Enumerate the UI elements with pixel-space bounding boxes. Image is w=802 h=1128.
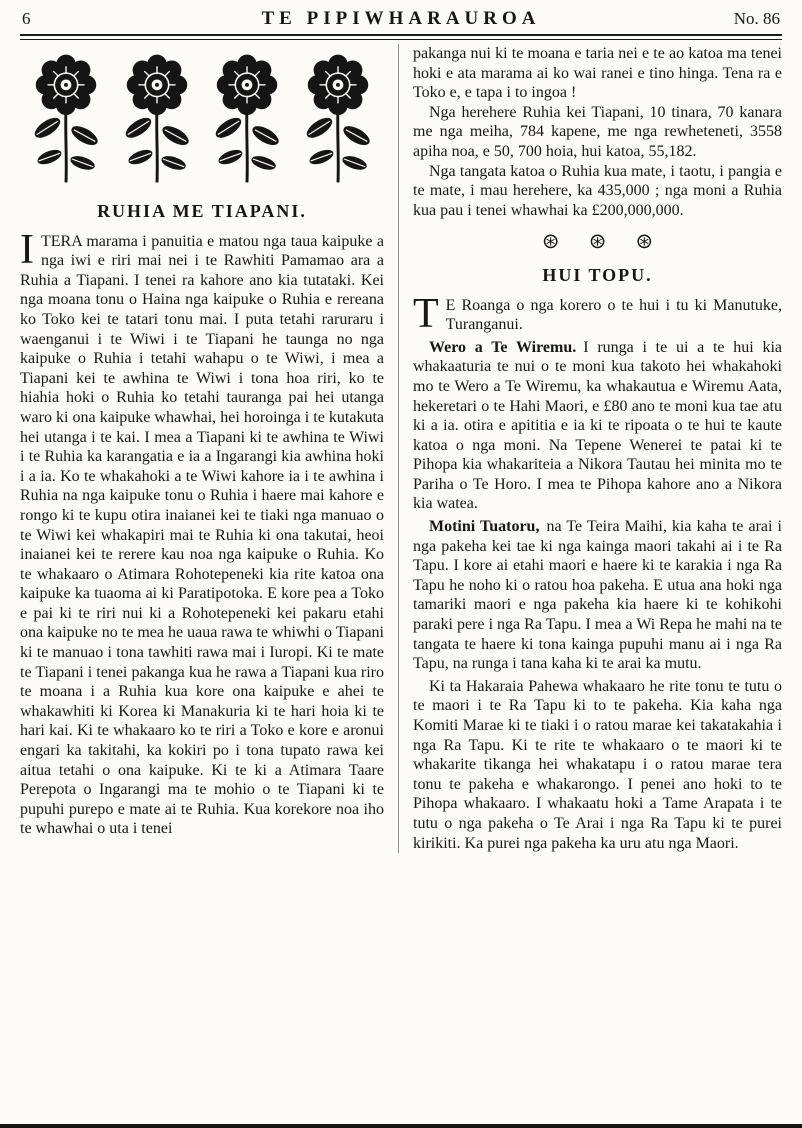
masthead-title: TE PIPIWHARAUROA xyxy=(261,8,541,29)
asterisk-divider-ornament: ⊛ ⊛ ⊛ xyxy=(541,229,666,254)
section-text: Ki ta Hakaraia Pahewa whakaaro he rite tonu te tutu o te maori i te Ra Tapu ki to te pakeha. Kia kaha nga Komiti Marae ki te tiaki i o ratou marae kei takatakahia i nga Ra Tapu. Ki te rite te whakaaro o te maori ki te whakarite tikanga hei whakatapu i o ratou marae tera tonu te pakeha e whakarongo. I penei ano hoki to te Pihopa whakaaro. I whakaatu hoki a Tame Arapata i te tutu o nga pakeha o Te Arai i nga Ra Tapu ki te purei kirikiti. Ka purei nga pakeha ka uru atu nga Maori. xyxy=(413,677,782,852)
rose-icon xyxy=(207,52,287,186)
rose-icon xyxy=(26,52,106,186)
left-column xyxy=(20,44,398,853)
right-column xyxy=(398,44,782,853)
article-text: TERA marama i panuitia e matou nga taua kaipuke a nga iwi e riri mai nei i te Rawhiti Pamamao ara a Ruhia a Tiapani. I tenei ra kahore ano kia tutataki. Kei nga moana tonu o Haina nga kaipuke o Ruhia e rereana ko Toko kei te tatari tonu mai. I puta tetahi raruraru i waenganui i te Wiwi i te Tiapani he taunga no nga kaipuke o Ruhia i tetahi wahapu o te Wiwi, i mea a Tiapani kei te awhina te Wiwi i tona hoa riri, ko te hiahia hoki o Ruhia ko tetahi tauranga pai hei utanga waro ki ona kaipuke whawhai, hei horoinga i te kutakuta hei utanga i te kai. I mea a Tiapani ki te awhina te Wiwi i te Ruhia ka karangatia e ia a Ingarangi kia awhina hoki i a ia. Ko te whakahoki a te Wiwi kahore ia i te awhina i Ruhia na nga kaipuke tonu o Ruhia i haere mai kahore e rongo ki te kupu otira inaianei kei te tiaki nga manuao o te Wiwi kei whakapiri mai te Ruhia ki ona takutai, heoi inaianei kei te rerere kau noa nga kaipuke o Ruhia. Ko te whakaaro o Atimara Rohotepeneki kia rite katoa ona kaipuke ka tuaoma ai ki Paratipotoka. E kore pea a Toko e pai ki te riri nui ki a Rohotepeneki kei pakaru etahi ona kaipuke no te mea he uaua rawa te whiwhi o Tiapani ki te manuao i tona tawhiti rawa mai i Iuropi. Ki te mate te Tiapani i tenei pakanga kua he rawa a Tiapani kua riro te moana i a Ruhia kua kore ona kaipuke e ahei te whakawhiti ki Korea ki Manakuria ki te hari hoia ki te hari kai. Ki te whakaaro ko te riri a Toko e kore e aronui engari ka takitahi, ka kokiri po i tona tupato rawa kei aitua tetahi o ona kaipuke. Ki te ki a Atimara Taare Perepota o Ingarangi ma te mohio o te Tiapani ki te pupuhi purepo e mate ai te Ruhia. Kua korekore noa iho te whawhai o uta i tenei xyxy=(20,232,384,838)
article-heading-hui-topu: HUI TOPU. xyxy=(542,264,653,285)
drop-cap-t: T xyxy=(413,290,439,337)
section-label: Wero a Te Wiremu. xyxy=(429,338,577,356)
rose-icon xyxy=(117,52,197,186)
article-lead-text: E Roanga o nga korero o te hui i tu ki Manutuke, Turanganui. xyxy=(445,296,782,334)
article-lead-hui-topu xyxy=(413,290,782,337)
prisoners-paragraph: Nga herehere Ruhia kei Tiapani, 10 tinara, 70 kanara me nga meiha, 784 kapene, me nga rewheteneti, 3558 apiha noa, e 50, 700 hoia, hui katoa, 55,182. xyxy=(413,103,782,160)
drop-cap-i: I xyxy=(20,226,34,273)
section-motini-tuatoru xyxy=(413,517,782,674)
casualties-paragraph: Nga tangata katoa o Ruhia kua mate, i taotu, i pangia e te mate, i mau herehere, ka 435,000 ; nga moni a Ruhia kua pau i tenei whawhai ka £200,000,000. xyxy=(413,162,782,219)
header-rule xyxy=(20,34,782,40)
continuation-paragraph: pakanga nui ki te moana e taria nei e te ao katoa ma tenei hoki e ata marama ai ko wai ranei e tino hinga. Tena ra e Toko e, e tapa i to ingoa ! xyxy=(413,45,782,102)
article-body-ruhia xyxy=(20,226,384,839)
issue-number: No. 86 xyxy=(733,9,780,28)
section-text: na Te Teira Maihi, kia kaha te arai i nga pakeha kei tae ki nga kainga maori takahi ai i te Ra Tapu. I kore ai etahi maori e haere ki te karakia i nga Ra Tapu he noho ki o ratou hoa pakeha. E utua ana hoki nga tamariki maori e nga pakeha kia haere ki te kohikohi paraki pere i nga Ra Tapu. I mea a Wi Repa he mahi na te tangata te haere ki tona kainga pupuhi manu ai i nga Ra Tapu, na runga i tana kaha ki te arai ka mutu. xyxy=(413,518,782,673)
section-hakaraia-pahewa xyxy=(413,677,782,853)
section-label: Motini Tuatoru, xyxy=(429,518,540,536)
page-number: 6 xyxy=(22,9,31,28)
page-header xyxy=(20,6,782,33)
article-heading-ruhia-me-tiapani: RUHIA ME TIAPANI. xyxy=(97,201,307,221)
section-wero-a-te-wiremu xyxy=(413,338,782,514)
rose-icon xyxy=(298,52,378,186)
section-text: I runga i te ui a te hui kia whakaaturia te nui o te moni kua takoto hei whakahoki mo te Wero a Te Wiremu, ka whakautua e Wiremu Aata, hekeretari o te Hahi Maori, e £80 ano te moni kua tae atu ki a ia. otira e apititia e ia ki te ripoata o te hui te kaute katoa o nga moni. Na Tepene Wenerei te patai ki te Pihopa kia whakariteia a Nikora Tautau hei minita mo te Pariha o Te Horo. I mea te Pihopa kahore ano a Nikora kia watea. xyxy=(413,338,782,513)
rose-ornament-row xyxy=(20,44,384,188)
page-columns xyxy=(20,44,782,853)
